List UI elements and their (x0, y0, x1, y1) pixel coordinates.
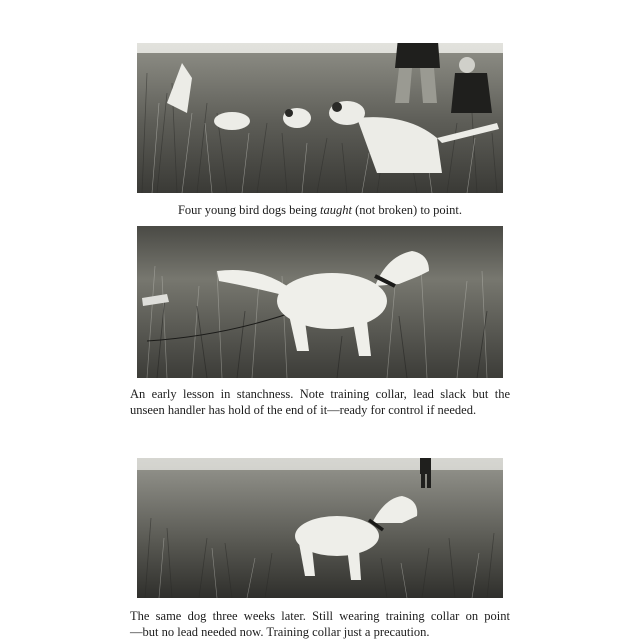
caption-2-line-2: unseen handler has hold of the end of it—ready for control if needed. (130, 403, 477, 417)
photo-same-dog-three-weeks-later (137, 458, 503, 598)
caption-same-dog-three-weeks-later (130, 608, 510, 640)
caption-2-line-1: An early lesson in stanchness. Note training collar, lead slack but the (130, 387, 510, 401)
caption-early-lesson-stanchness (130, 386, 510, 418)
caption-3-line-1: The same dog three weeks later. Still wearing training collar on point (130, 609, 510, 623)
photo-dog-no-lead-image (137, 458, 503, 598)
photo-setter-on-lead-image (137, 226, 503, 378)
caption-four-young-bird-dogs (130, 202, 510, 218)
caption-1-emphasis: taught (320, 203, 352, 217)
caption-1-text-after: (not broken) to point. (351, 203, 463, 217)
photo-early-lesson-stanchness (137, 226, 503, 378)
caption-1-text-before: Four young bird dogs being (177, 203, 320, 217)
photo-four-young-bird-dogs (137, 43, 503, 193)
photo-four-dogs-image (137, 43, 503, 193)
caption-3-line-2: —but no lead needed now. Training collar just a precaution. (130, 625, 430, 639)
